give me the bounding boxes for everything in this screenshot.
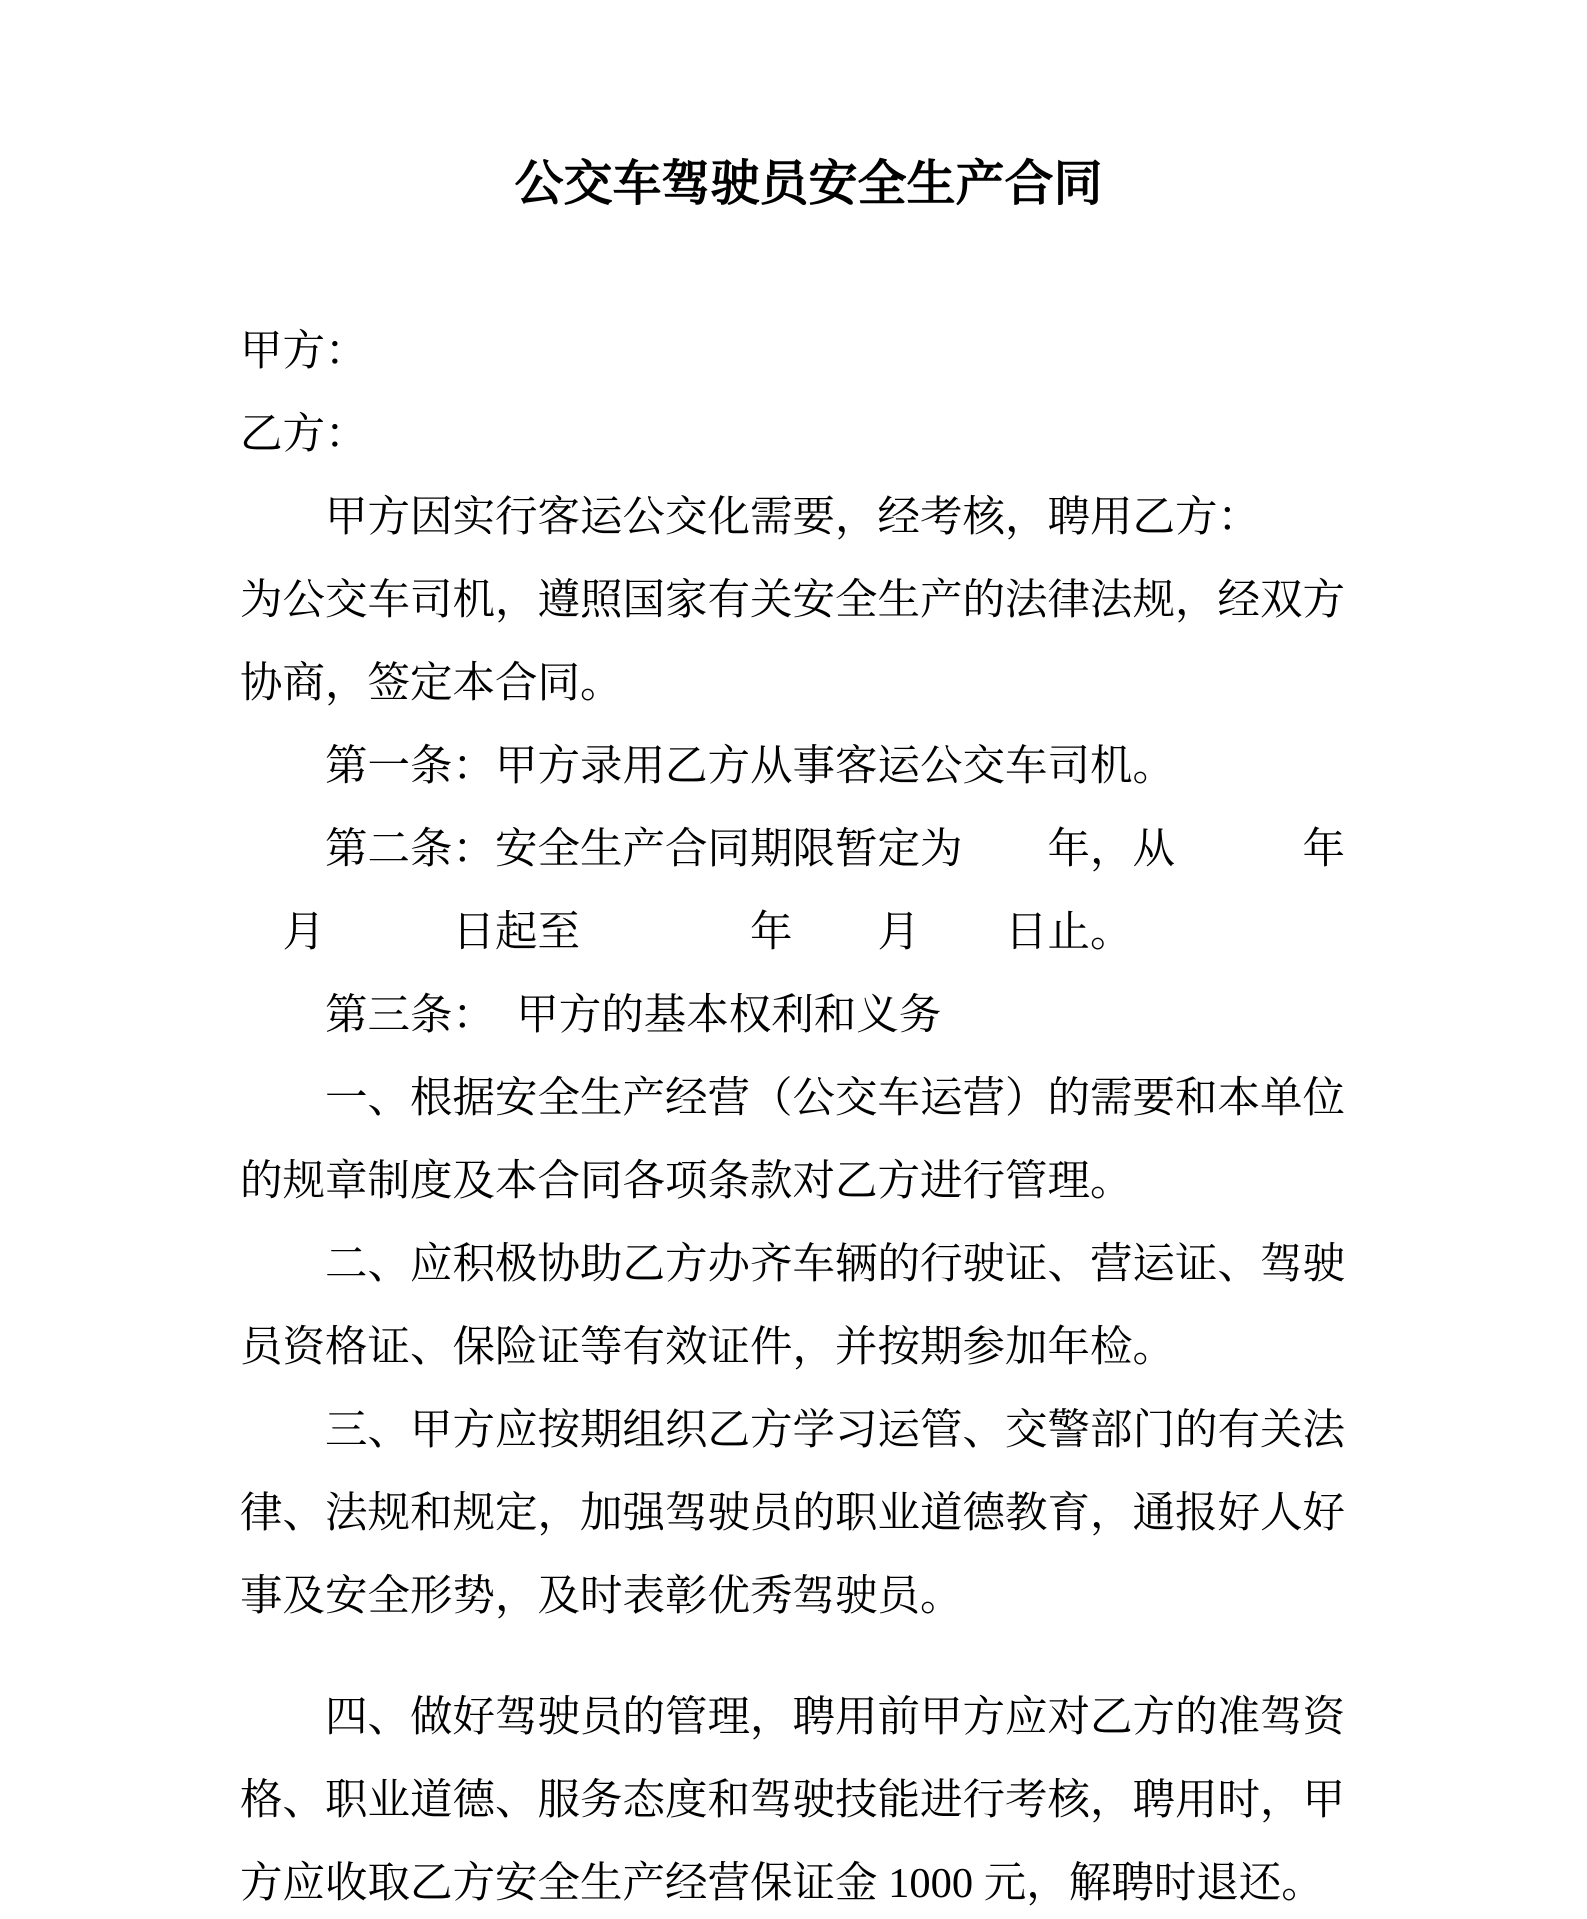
clause-3-item-4-line-3: 方应收取乙方安全生产经营保证金 1000 元，解聘时退还。	[240, 1860, 1324, 1907]
party-a-label: 甲方：	[240, 328, 368, 375]
clause-3-heading: 第三条： 甲方的基本权利和义务	[240, 992, 942, 1039]
clause-2-line-1: 第二条：安全生产合同期限暂定为 年，从 年	[240, 826, 1346, 873]
clause-2-line-2: 月 日起至 年 月 日止。	[240, 909, 1133, 956]
document-body	[0, 310, 1587, 1919]
party-b-label: 乙方：	[240, 411, 368, 458]
clause-3-item-3-line-1: 三、甲方应按期组织乙方学习运管、交警部门的有关法	[240, 1407, 1346, 1454]
clause-3-item-1-line-1: 一、根据安全生产经营（公交车运营）的需要和本单位	[240, 1075, 1346, 1122]
clause-3-item-3-line-3: 事及安全形势，及时表彰优秀驾驶员。	[240, 1573, 963, 1620]
clause-3-item-2-line-1: 二、应积极协助乙方办齐车辆的行驶证、营运证、驾驶	[240, 1241, 1346, 1288]
preamble-line-2: 为公交车司机，遵照国家有关安全生产的法律法规，经双方	[240, 577, 1346, 624]
document-title: 公交车驾驶员安全生产合同	[514, 156, 1103, 211]
preamble-line-1: 甲方因实行客运公交化需要，经考核，聘用乙方：	[240, 494, 1261, 541]
clause-3-item-1-line-2: 的规章制度及本合同各项条款对乙方进行管理。	[240, 1158, 1133, 1205]
clause-3-item-2-line-2: 员资格证、保险证等有效证件，并按期参加年检。	[240, 1324, 1176, 1371]
preamble-line-3: 协商，签定本合同。	[240, 660, 623, 707]
clause-3-item-4-line-2: 格、职业道德、服务态度和驾驶技能进行考核，聘用时，甲	[240, 1777, 1346, 1824]
clause-3-item-4-line-1: 四、做好驾驶员的管理，聘用前甲方应对乙方的准驾资	[240, 1694, 1346, 1741]
clause-1-line: 第一条：甲方录用乙方从事客运公交车司机。	[240, 743, 1176, 790]
clause-3-item-3-line-2: 律、法规和规定，加强驾驶员的职业道德教育，通报好人好	[240, 1490, 1346, 1537]
